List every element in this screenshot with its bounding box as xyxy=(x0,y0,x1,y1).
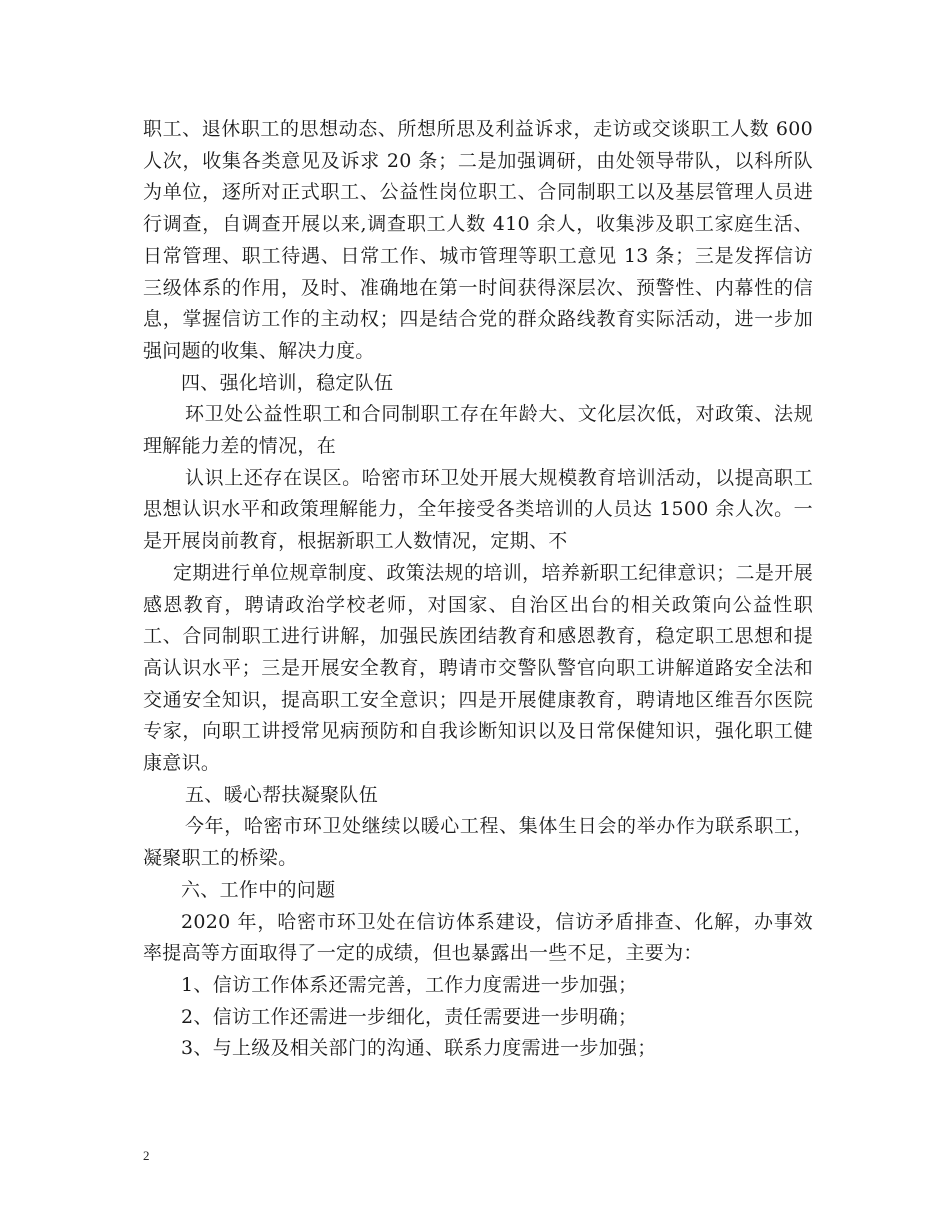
document-body xyxy=(143,114,813,1065)
list-item: 2、信访工作还需进一步细化，责任需要进一步明确； xyxy=(181,1005,638,1028)
list-item: 3、与上级及相关部门的沟通、联系力度需进一步加强； xyxy=(181,1037,657,1060)
paragraph: 2020 年，哈密市环卫处在信访体系建设，信访矛盾排查、化解，办事效率提高等方面取得了一定的成绩，但也暴露出一些不足，主要为： xyxy=(143,910,813,965)
list-item: 1、信访工作体系还需完善，工作力度需进一步加强； xyxy=(181,973,638,996)
section-heading-5: 五、暖心帮扶凝聚队伍 xyxy=(185,783,379,806)
paragraph: 环卫处公益性职工和合同制职工存在年龄大、文化层次低，对政策、法规理解能力差的情况，在 xyxy=(143,403,813,458)
paragraph: 今年，哈密市环卫处继续以暖心工程、集体生日会的举办作为联系职工，凝聚职工的桥梁。 xyxy=(143,815,813,870)
section-heading-4: 四、强化培训，稳定队伍 xyxy=(181,371,394,394)
page-number: 2 xyxy=(143,1148,150,1163)
paragraph-continuation: 职工、退休职工的思想动态、所想所思及利益诉求，走访或交谈职工人数 600 人次，收集各类意见及诉求 20 条；二是加强调研，由处领导带队，以科所队为单位，逐所对正式职工、公益性岗位职工、合同制职工以及基层管理人员进行调查，自调查开展以来,调查职工人数 410 余人，收集涉及职工家庭生活、日常管理、职工待遇、日常工作、城市管理等职工意见 13 条；三是发挥信访三级体系的作用，及时、准确地在第一时间获得深层次、预警性、内幕性的信息，掌握信访工作的主动权；四是结合党的群众路线教育实际活动，进一步加强问题的收集、解决力度。 xyxy=(143,118,813,362)
paragraph: 定期进行单位规章制度、政策法规的培训，培养新职工纪律意识；二是开展感恩教育，聘请政治学校老师，对国家、自治区出台的相关政策向公益性职工、合同制职工进行讲解，加强民族团结教育和感恩教育，稳定职工思想和提高认识水平；三是开展安全教育，聘请市交警队警官向职工讲解道路安全法和交通安全知识，提高职工安全意识；四是开展健康教育，聘请地区维吾尔医院专家，向职工讲授常见病预防和自我诊断知识以及日常保健知识，强化职工健康意识。 xyxy=(143,561,813,775)
section-heading-6: 六、工作中的问题 xyxy=(181,878,336,901)
paragraph: 认识上还存在误区。哈密市环卫处开展大规模教育培训活动，以提高职工思想认识水平和政策理解能力，全年接受各类培训的人员达 1500 余人次。一是开展岗前教育，根据新职工人数情况，定期、不 xyxy=(143,466,813,553)
